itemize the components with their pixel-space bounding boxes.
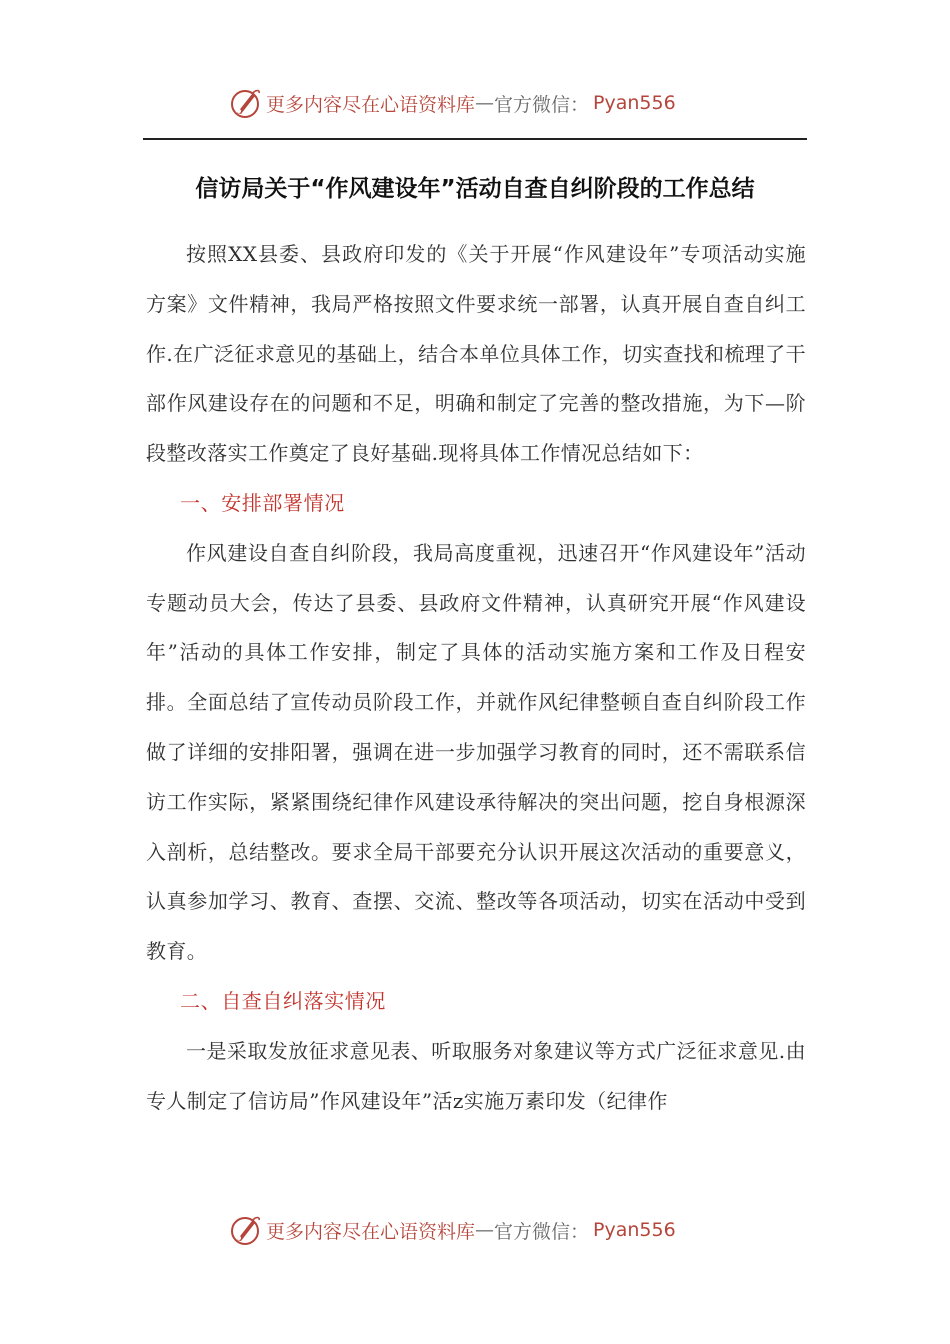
document-title: 信访局关于“作风建设年”活动自查自纠阶段的工作总结 [195, 176, 755, 202]
footer-banner [0, 1210, 950, 1250]
section-heading-2: 二、自查自纠落实情况 [180, 988, 386, 1013]
quill-pen-logo-icon [228, 1213, 262, 1247]
footer-wechat-label: 官方微信： [494, 1220, 590, 1243]
banner-separator: — [475, 92, 495, 114]
header-divider [143, 138, 807, 140]
section-1-paragraph: 作风建设自查自纠阶段，我局高度重视，迅速召开“作风建设年”活动专题动员大会，传达了县委、县政府文件精神，认真研究开展“作风建设年”活动的具体工作安排，制定了具体的活动实施方案和工作及日程安排。全面总结了宣传动员阶段工作，并就作风纪律整顿自查自纠阶段工作做了详细的安排阳署，强调在进一步加强学习教育的同时，还不需联系信访工作实际，紧紧围绕纪律作风建设承待解决的突出问题，挖自身根源深入剖析，总结整改。要求全局干部要充分认识开展这次活动的重要意义，认真参加学习、教育、查摆、交流、整改等各项活动，切实在活动中受到教育。 [146, 540, 806, 964]
intro-paragraph: 按照XX县委、县政府印发的《关于开展“作风建设年”专项活动实施方案》文件精神，我局严格按照文件要求统一部署，认真开展自查自纠工作.在广泛征求意见的基础上，结合本单位具体工作，切实查找和梳理了干部作风建设存在的问题和不足，明确和制定了完善的整改措施，为下—阶段整改落实工作奠定了良好基础.现将具体工作情况总结如下： [146, 242, 806, 466]
banner-wechat-id: Pyan556 [593, 92, 676, 114]
footer-slogan: 更多内容尽在心语资料库 [266, 1220, 476, 1243]
quill-pen-logo-icon [228, 86, 262, 120]
footer-separator: — [475, 1219, 495, 1241]
document-body [146, 230, 806, 1126]
banner-wechat-label: 官方微信： [494, 93, 590, 116]
section-2-paragraph: 一是采取发放征求意见表、听取服务对象建议等方式广泛征求意见.由专人制定了信访局”作风建设年”活z实施万素印发（纪律作 [146, 1038, 806, 1113]
banner-slogan: 更多内容尽在心语资料库 [266, 93, 476, 116]
section-heading-1: 一、安排部署情况 [180, 490, 345, 515]
header-banner [0, 83, 950, 123]
footer-wechat-id: Pyan556 [593, 1219, 676, 1241]
